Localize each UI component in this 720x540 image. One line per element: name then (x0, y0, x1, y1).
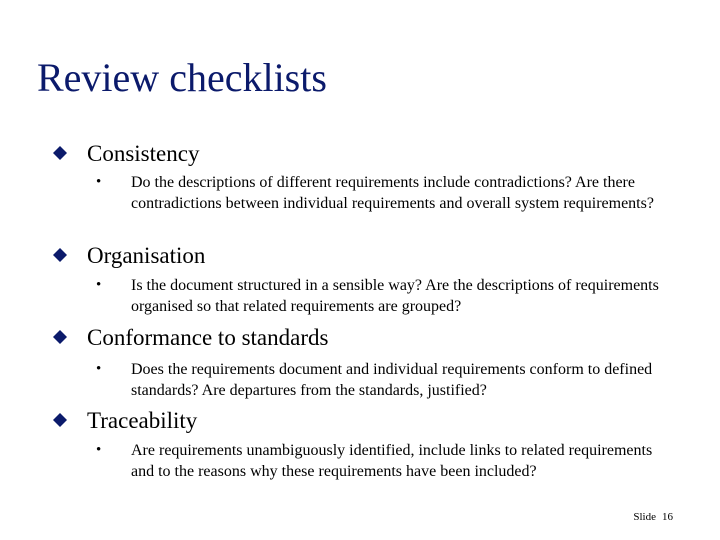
slide-label: Slide (633, 511, 656, 523)
item-heading: Consistency (87, 141, 200, 166)
slide-title: Review checklists (37, 55, 327, 100)
slide-number: 16 (662, 511, 673, 523)
diamond-bullet-icon (53, 330, 67, 344)
sub-bullet-icon: • (96, 442, 102, 458)
item-heading: Conformance to standards (87, 325, 329, 350)
sub-bullet-icon: • (96, 174, 102, 190)
diamond-bullet-icon (53, 248, 67, 262)
item-description: Is the document structured in a sensible way? Are the descriptions of requirements organised so that related requirements are grouped? (131, 277, 659, 315)
item-description: Does the requirements document and individual requirements conform to defined standards? Are departures from the standards, justified? (131, 361, 653, 399)
sub-bullet-icon: • (96, 277, 102, 293)
sub-bullet-icon: • (96, 361, 102, 377)
diamond-bullet-icon (53, 413, 67, 427)
diamond-bullet-icon (53, 146, 67, 160)
item-heading: Organisation (87, 243, 206, 268)
item-description: Do the descriptions of different requirements include contradictions? Are there contradictions between individual requirements and overall system requirements? (131, 174, 654, 212)
item-heading: Traceability (87, 408, 198, 433)
item-description: Are requirements unambiguously identified, include links to related requirements and to the reasons why these requirements have been included? (131, 442, 653, 480)
slide-footer (627, 512, 673, 523)
